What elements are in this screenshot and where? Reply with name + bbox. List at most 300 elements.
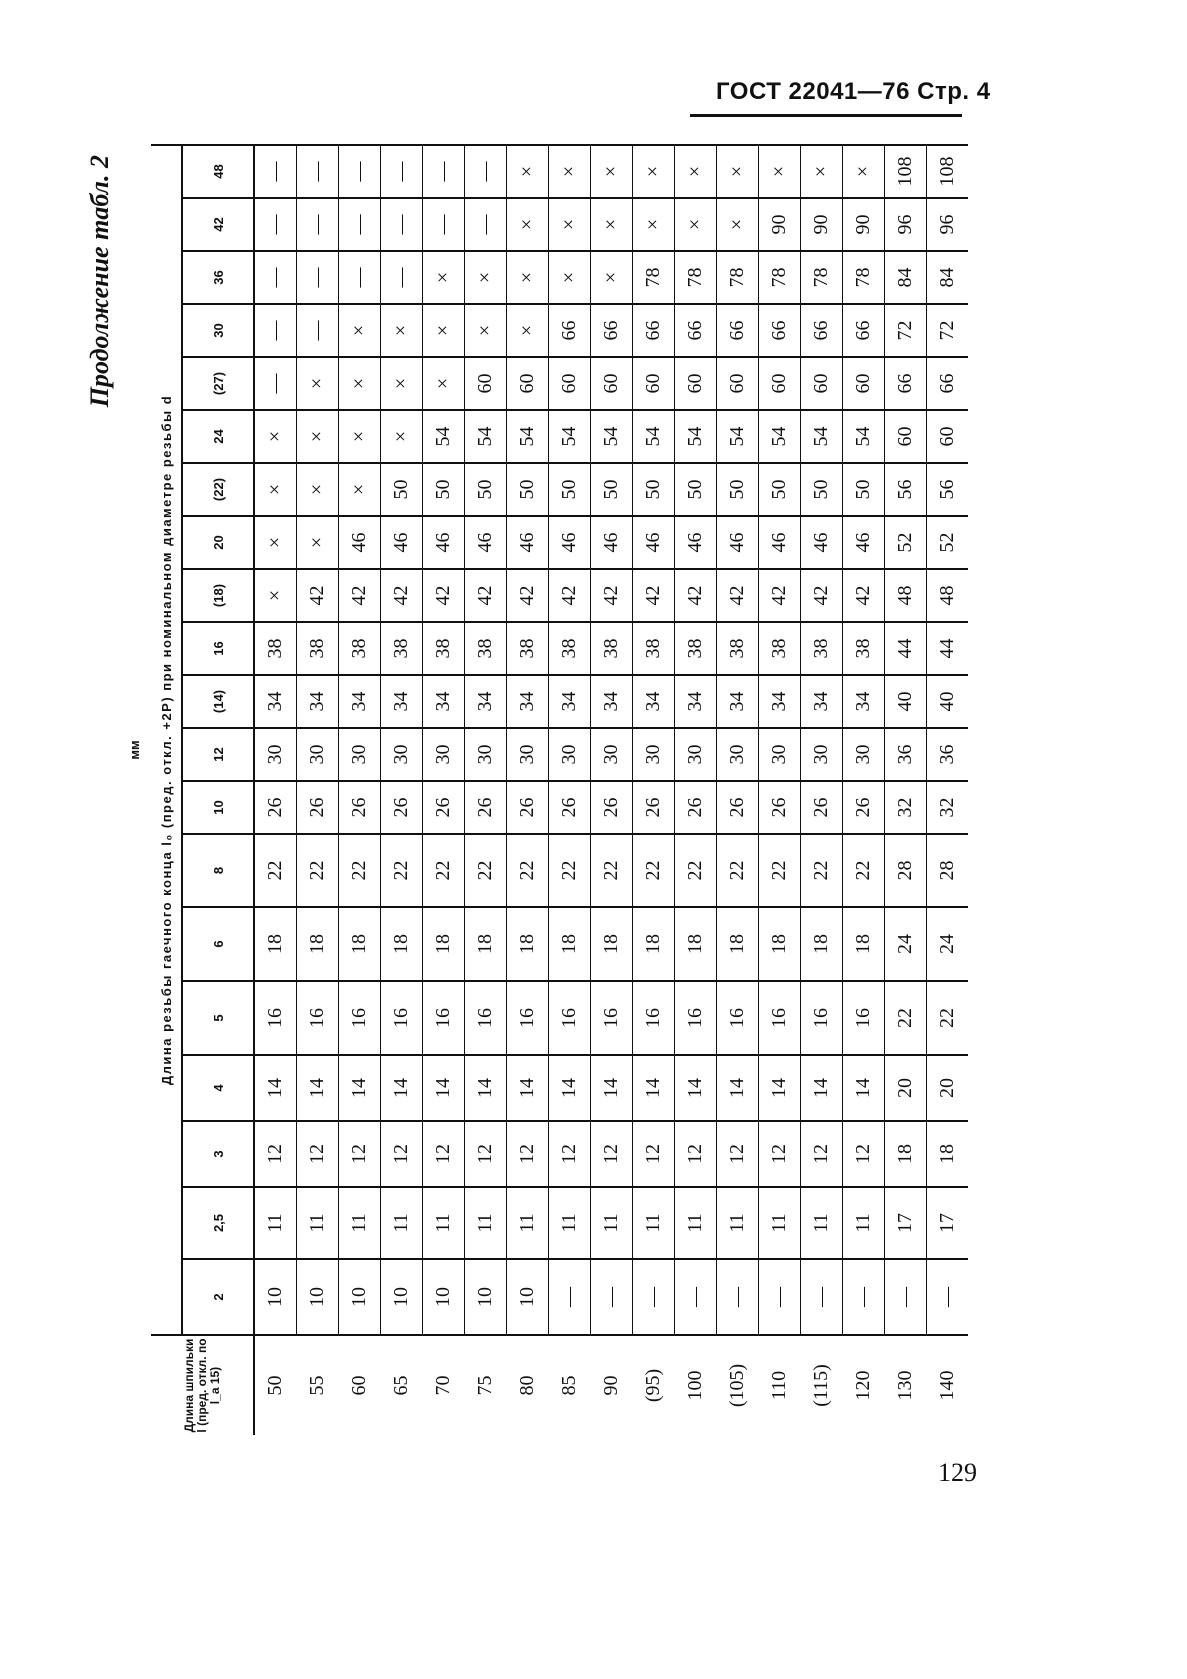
thread-length-cell: 46 xyxy=(591,516,633,569)
thread-length-cell: 12 xyxy=(339,1121,381,1187)
thread-length-cell: 46 xyxy=(507,516,549,569)
thread-length-cell: 66 xyxy=(885,357,927,410)
thread-length-cell: × xyxy=(254,516,297,569)
thread-length-cell: 54 xyxy=(843,410,885,463)
thread-length-cell: 44 xyxy=(927,622,969,675)
thread-length-cell: 11 xyxy=(339,1187,381,1259)
thread-length-cell: 11 xyxy=(423,1187,465,1259)
thread-length-cell: 16 xyxy=(717,981,759,1055)
thread-length-cell: 22 xyxy=(507,834,549,907)
table-row xyxy=(591,145,633,1435)
table-row xyxy=(759,145,801,1435)
thread-length-cell: 42 xyxy=(759,569,801,622)
thread-length-cell: 38 xyxy=(465,622,507,675)
thread-length-cell: 66 xyxy=(759,304,801,357)
thread-length-cell: 18 xyxy=(759,907,801,981)
diameter-header: 24 xyxy=(182,410,254,463)
stud-length-cell: 100 xyxy=(675,1335,717,1435)
thread-length-cell: 84 xyxy=(885,251,927,304)
thread-length-cell: 72 xyxy=(927,304,969,357)
thread-length-cell: — xyxy=(254,145,297,198)
thread-length-cell: 14 xyxy=(633,1055,675,1121)
thread-length-cell: 18 xyxy=(675,907,717,981)
thread-length-cell: 12 xyxy=(675,1121,717,1187)
diameter-header: 42 xyxy=(182,198,254,251)
thread-length-cell: 26 xyxy=(465,781,507,834)
thread-length-cell: — xyxy=(549,1259,591,1335)
thread-length-cell: 12 xyxy=(843,1121,885,1187)
thread-length-cell: 42 xyxy=(465,569,507,622)
thread-length-cell: × xyxy=(254,410,297,463)
thread-length-cell: 14 xyxy=(675,1055,717,1121)
thread-length-cell: 34 xyxy=(339,675,381,728)
thread-length-cell: × xyxy=(717,198,759,251)
thread-length-cell: — xyxy=(254,198,297,251)
thread-length-cell: 96 xyxy=(885,198,927,251)
thread-length-cell: × xyxy=(801,145,843,198)
table-row xyxy=(381,145,423,1435)
thread-length-cell: 50 xyxy=(381,463,423,516)
table-row xyxy=(339,145,381,1435)
stud-length-cell: 75 xyxy=(465,1335,507,1435)
thread-length-cell: × xyxy=(633,198,675,251)
thread-length-cell: 46 xyxy=(339,516,381,569)
thread-length-cell: 34 xyxy=(423,675,465,728)
thread-length-cell: × xyxy=(381,410,423,463)
stud-length-cell: 60 xyxy=(339,1335,381,1435)
thread-length-cell: 16 xyxy=(675,981,717,1055)
diameter-header: 30 xyxy=(182,304,254,357)
thread-length-cell: 42 xyxy=(381,569,423,622)
thread-length-cell: 60 xyxy=(927,410,969,463)
thread-length-cell: × xyxy=(843,145,885,198)
thread-length-cell: 12 xyxy=(633,1121,675,1187)
thread-length-cell: — xyxy=(465,145,507,198)
thread-length-cell: 22 xyxy=(423,834,465,907)
thread-length-cell: 42 xyxy=(591,569,633,622)
thread-length-cell: 60 xyxy=(759,357,801,410)
thread-length-cell: 11 xyxy=(549,1187,591,1259)
thread-length-cell: 42 xyxy=(507,569,549,622)
diameter-header: 12 xyxy=(182,728,254,781)
thread-length-cell: 22 xyxy=(927,981,969,1055)
thread-length-cell: 34 xyxy=(549,675,591,728)
thread-length-cell: 22 xyxy=(717,834,759,907)
thread-length-cell: 18 xyxy=(423,907,465,981)
thread-length-cell: 26 xyxy=(675,781,717,834)
thread-length-cell: 14 xyxy=(591,1055,633,1121)
thread-length-cell: × xyxy=(717,145,759,198)
thread-length-cell: 10 xyxy=(297,1259,339,1335)
thread-length-cell: 66 xyxy=(591,304,633,357)
thread-length-cell: 42 xyxy=(297,569,339,622)
thread-length-cell: 60 xyxy=(885,410,927,463)
thread-length-cell: 18 xyxy=(381,907,423,981)
diameter-header: (27) xyxy=(182,357,254,410)
thread-length-cell: 50 xyxy=(423,463,465,516)
thread-length-cell: × xyxy=(549,198,591,251)
diameter-header: 6 xyxy=(182,907,254,981)
thread-length-cell: 38 xyxy=(591,622,633,675)
thread-length-cell: 38 xyxy=(381,622,423,675)
table-row xyxy=(633,145,675,1435)
thread-length-cell: 26 xyxy=(591,781,633,834)
thread-length-cell: × xyxy=(339,463,381,516)
thread-length-cell: 12 xyxy=(423,1121,465,1187)
thread-length-cell: 36 xyxy=(885,728,927,781)
thread-length-cell: 12 xyxy=(591,1121,633,1187)
thread-length-table xyxy=(151,144,968,1435)
stud-length-cell: (115) xyxy=(801,1335,843,1435)
table-row xyxy=(507,145,549,1435)
thread-length-cell: × xyxy=(591,145,633,198)
thread-length-cell: — xyxy=(381,251,423,304)
thread-length-cell: 66 xyxy=(927,357,969,410)
thread-length-cell: 11 xyxy=(801,1187,843,1259)
thread-length-cell: 30 xyxy=(465,728,507,781)
thread-length-cell: 26 xyxy=(297,781,339,834)
thread-length-cell: 18 xyxy=(254,907,297,981)
thread-length-cell: × xyxy=(675,198,717,251)
thread-length-cell: 30 xyxy=(633,728,675,781)
thread-length-cell: 22 xyxy=(381,834,423,907)
thread-length-cell: 66 xyxy=(843,304,885,357)
thread-length-cell: 26 xyxy=(254,781,297,834)
length-column-header: Длина шпильки l (пред. откл. по l_a 15) xyxy=(151,1335,254,1435)
diameter-header: 10 xyxy=(182,781,254,834)
thread-length-cell: 78 xyxy=(717,251,759,304)
thread-length-cell: 78 xyxy=(675,251,717,304)
thread-length-cell: 38 xyxy=(675,622,717,675)
thread-length-cell: 22 xyxy=(297,834,339,907)
thread-length-cell: 18 xyxy=(717,907,759,981)
thread-length-cell: × xyxy=(591,198,633,251)
thread-length-cell: 14 xyxy=(843,1055,885,1121)
thread-length-cell: 46 xyxy=(759,516,801,569)
thread-length-cell: 26 xyxy=(339,781,381,834)
thread-length-cell: 16 xyxy=(759,981,801,1055)
thread-length-cell: 42 xyxy=(843,569,885,622)
thread-length-cell: 11 xyxy=(381,1187,423,1259)
thread-length-cell: 50 xyxy=(507,463,549,516)
thread-length-cell: 60 xyxy=(801,357,843,410)
thread-length-cell: — xyxy=(759,1259,801,1335)
thread-length-cell: 11 xyxy=(465,1187,507,1259)
thread-length-cell: 54 xyxy=(801,410,843,463)
thread-length-cell: 18 xyxy=(801,907,843,981)
thread-length-cell: 18 xyxy=(507,907,549,981)
thread-length-cell: 34 xyxy=(254,675,297,728)
table-row xyxy=(297,145,339,1435)
thread-length-cell: × xyxy=(339,304,381,357)
thread-length-cell: — xyxy=(381,145,423,198)
thread-length-cell: × xyxy=(381,304,423,357)
thread-length-cell: 22 xyxy=(633,834,675,907)
thread-length-cell: 11 xyxy=(843,1187,885,1259)
thread-length-cell: × xyxy=(254,463,297,516)
thread-length-cell: 54 xyxy=(465,410,507,463)
diameter-header: 3 xyxy=(182,1121,254,1187)
thread-length-cell: 30 xyxy=(549,728,591,781)
thread-length-cell: × xyxy=(549,251,591,304)
thread-length-cell: — xyxy=(927,1259,969,1335)
thread-length-cell: × xyxy=(297,357,339,410)
thread-length-cell: 26 xyxy=(717,781,759,834)
thread-length-cell: — xyxy=(801,1259,843,1335)
thread-length-cell: 108 xyxy=(885,145,927,198)
diameter-header: 48 xyxy=(182,145,254,198)
thread-length-cell: 10 xyxy=(339,1259,381,1335)
thread-length-cell: 46 xyxy=(465,516,507,569)
stud-length-cell: 140 xyxy=(927,1335,969,1435)
thread-length-cell: 10 xyxy=(381,1259,423,1335)
thread-length-cell: 11 xyxy=(254,1187,297,1259)
thread-length-cell: 14 xyxy=(801,1055,843,1121)
thread-length-cell: 11 xyxy=(717,1187,759,1259)
thread-length-cell: 60 xyxy=(675,357,717,410)
thread-length-cell: 22 xyxy=(339,834,381,907)
thread-length-cell: × xyxy=(759,145,801,198)
table-row xyxy=(675,145,717,1435)
table-row xyxy=(843,145,885,1435)
thread-length-cell: 66 xyxy=(633,304,675,357)
thread-length-cell: — xyxy=(254,357,297,410)
table-row xyxy=(717,145,759,1435)
table-title-text: Продолжение табл. 2 xyxy=(85,155,114,408)
thread-length-cell: 38 xyxy=(717,622,759,675)
thread-length-cell: 28 xyxy=(885,834,927,907)
thread-length-cell: 50 xyxy=(633,463,675,516)
thread-length-cell: 34 xyxy=(759,675,801,728)
thread-length-cell: 90 xyxy=(801,198,843,251)
thread-length-cell: — xyxy=(339,145,381,198)
thread-length-cell: 38 xyxy=(549,622,591,675)
diameter-header: 5 xyxy=(182,981,254,1055)
thread-length-cell: 54 xyxy=(675,410,717,463)
thread-length-cell: 78 xyxy=(633,251,675,304)
thread-length-cell: 32 xyxy=(927,781,969,834)
thread-length-cell: 46 xyxy=(675,516,717,569)
thread-length-cell: 12 xyxy=(381,1121,423,1187)
thread-length-cell: — xyxy=(423,198,465,251)
thread-length-cell: 30 xyxy=(507,728,549,781)
thread-length-cell: — xyxy=(465,198,507,251)
thread-length-cell: 50 xyxy=(759,463,801,516)
thread-length-cell: 18 xyxy=(297,907,339,981)
thread-length-cell: 16 xyxy=(465,981,507,1055)
thread-length-cell: 24 xyxy=(927,907,969,981)
thread-length-cell: — xyxy=(423,145,465,198)
thread-length-cell: 16 xyxy=(507,981,549,1055)
thread-length-cell: 34 xyxy=(675,675,717,728)
thread-length-cell: 56 xyxy=(927,463,969,516)
thread-length-cell: × xyxy=(507,304,549,357)
stud-length-cell: 120 xyxy=(843,1335,885,1435)
thread-length-cell: 34 xyxy=(591,675,633,728)
thread-length-cell: 60 xyxy=(549,357,591,410)
thread-length-cell: × xyxy=(423,304,465,357)
thread-length-cell: 60 xyxy=(591,357,633,410)
thread-length-cell: × xyxy=(507,198,549,251)
thread-length-cell: 54 xyxy=(423,410,465,463)
thread-length-cell: 18 xyxy=(633,907,675,981)
thread-length-cell: 36 xyxy=(927,728,969,781)
thread-length-cell: 11 xyxy=(675,1187,717,1259)
thread-length-cell: 34 xyxy=(843,675,885,728)
thread-length-cell: 10 xyxy=(254,1259,297,1335)
thread-length-cell: × xyxy=(254,569,297,622)
table-row xyxy=(927,145,969,1435)
thread-length-cell: — xyxy=(675,1259,717,1335)
diameter-header: 36 xyxy=(182,251,254,304)
thread-length-cell: 72 xyxy=(885,304,927,357)
thread-length-cell: 22 xyxy=(549,834,591,907)
thread-length-cell: 34 xyxy=(633,675,675,728)
thread-length-cell: 11 xyxy=(633,1187,675,1259)
diameter-header: (18) xyxy=(182,569,254,622)
thread-length-cell: 50 xyxy=(675,463,717,516)
thread-length-cell: 16 xyxy=(591,981,633,1055)
thread-length-cell: × xyxy=(297,516,339,569)
thread-length-cell: 54 xyxy=(591,410,633,463)
thread-length-cell: × xyxy=(549,145,591,198)
thread-length-cell: 22 xyxy=(465,834,507,907)
thread-length-cell: 22 xyxy=(254,834,297,907)
stud-length-cell: 110 xyxy=(759,1335,801,1435)
thread-length-cell: × xyxy=(423,357,465,410)
thread-length-cell: 78 xyxy=(801,251,843,304)
thread-length-cell: 28 xyxy=(927,834,969,907)
thread-length-cell: × xyxy=(423,251,465,304)
thread-length-cell: 14 xyxy=(297,1055,339,1121)
thread-length-cell: — xyxy=(297,145,339,198)
thread-length-cell: 12 xyxy=(465,1121,507,1187)
thread-length-cell: 42 xyxy=(549,569,591,622)
thread-length-cell: 14 xyxy=(759,1055,801,1121)
thread-length-cell: 22 xyxy=(801,834,843,907)
table-row xyxy=(423,145,465,1435)
thread-length-cell: 38 xyxy=(423,622,465,675)
thread-length-cell: 46 xyxy=(423,516,465,569)
thread-length-cell: × xyxy=(297,410,339,463)
thread-length-cell: 60 xyxy=(507,357,549,410)
thread-length-cell: 46 xyxy=(801,516,843,569)
thread-length-cell: 44 xyxy=(885,622,927,675)
thread-length-cell: 34 xyxy=(465,675,507,728)
thread-length-cell: 30 xyxy=(843,728,885,781)
thread-length-cell: 60 xyxy=(843,357,885,410)
thread-length-cell: 40 xyxy=(885,675,927,728)
thread-length-cell: 38 xyxy=(297,622,339,675)
thread-length-cell: — xyxy=(254,304,297,357)
thread-length-cell: 26 xyxy=(801,781,843,834)
table-row xyxy=(549,145,591,1435)
thread-length-cell: — xyxy=(633,1259,675,1335)
thread-length-cell: × xyxy=(339,357,381,410)
thread-length-cell: 46 xyxy=(381,516,423,569)
thread-length-cell: 42 xyxy=(675,569,717,622)
thread-length-cell: 42 xyxy=(339,569,381,622)
thread-length-cell: — xyxy=(297,198,339,251)
thread-length-cell: 66 xyxy=(549,304,591,357)
thread-length-cell: 20 xyxy=(885,1055,927,1121)
thread-length-cell: — xyxy=(297,304,339,357)
thread-length-cell: 50 xyxy=(717,463,759,516)
thread-length-cell: 38 xyxy=(759,622,801,675)
thread-length-cell: 66 xyxy=(801,304,843,357)
thread-length-cell: 34 xyxy=(507,675,549,728)
thread-length-cell: 12 xyxy=(549,1121,591,1187)
thread-length-cell: 54 xyxy=(717,410,759,463)
thread-length-cell: 60 xyxy=(717,357,759,410)
thread-length-cell: 30 xyxy=(423,728,465,781)
stud-length-cell: 55 xyxy=(297,1335,339,1435)
thread-length-cell: 18 xyxy=(465,907,507,981)
table-title xyxy=(85,145,127,1435)
thread-length-cell: 96 xyxy=(927,198,969,251)
thread-length-cell: × xyxy=(465,251,507,304)
thread-length-cell: 46 xyxy=(633,516,675,569)
thread-length-cell: 52 xyxy=(927,516,969,569)
thread-length-cell: 84 xyxy=(927,251,969,304)
thread-length-cell: 54 xyxy=(759,410,801,463)
thread-length-cell: 10 xyxy=(423,1259,465,1335)
thread-length-cell: 17 xyxy=(885,1187,927,1259)
thread-length-cell: × xyxy=(591,251,633,304)
thread-length-cell: 60 xyxy=(633,357,675,410)
thread-length-cell: 30 xyxy=(591,728,633,781)
thread-length-cell: 46 xyxy=(717,516,759,569)
thread-length-cell: 11 xyxy=(591,1187,633,1259)
thread-length-cell: 20 xyxy=(927,1055,969,1121)
thread-length-cell: 18 xyxy=(885,1121,927,1187)
thread-length-cell: × xyxy=(507,251,549,304)
stud-length-cell: (95) xyxy=(633,1335,675,1435)
thread-length-cell: — xyxy=(717,1259,759,1335)
thread-length-cell: 12 xyxy=(507,1121,549,1187)
thread-length-cell: 30 xyxy=(381,728,423,781)
table-row xyxy=(885,145,927,1435)
thread-length-cell: 26 xyxy=(633,781,675,834)
diameter-header-row xyxy=(182,145,254,1435)
stud-length-cell: 70 xyxy=(423,1335,465,1435)
thread-length-cell: — xyxy=(381,198,423,251)
thread-length-cell: 18 xyxy=(549,907,591,981)
stud-length-cell: 50 xyxy=(254,1335,297,1435)
thread-length-cell: 42 xyxy=(717,569,759,622)
thread-length-cell: 46 xyxy=(843,516,885,569)
thread-length-cell: 54 xyxy=(549,410,591,463)
thread-length-cell: 90 xyxy=(843,198,885,251)
diameter-header: 20 xyxy=(182,516,254,569)
diameter-header: 2 xyxy=(182,1259,254,1335)
thread-length-cell: 38 xyxy=(633,622,675,675)
thread-length-cell: 16 xyxy=(339,981,381,1055)
thread-length-cell: 34 xyxy=(381,675,423,728)
thread-length-cell: — xyxy=(339,198,381,251)
thread-length-cell: × xyxy=(465,304,507,357)
thread-length-cell: — xyxy=(591,1259,633,1335)
stud-length-cell: 85 xyxy=(549,1335,591,1435)
thread-length-cell: 54 xyxy=(633,410,675,463)
thread-length-cell: 34 xyxy=(717,675,759,728)
thread-length-cell: 18 xyxy=(591,907,633,981)
thread-length-cell: 26 xyxy=(381,781,423,834)
thread-length-cell: 50 xyxy=(465,463,507,516)
thread-length-cell: 12 xyxy=(801,1121,843,1187)
thread-length-cell: 16 xyxy=(381,981,423,1055)
thread-length-cell: 38 xyxy=(843,622,885,675)
